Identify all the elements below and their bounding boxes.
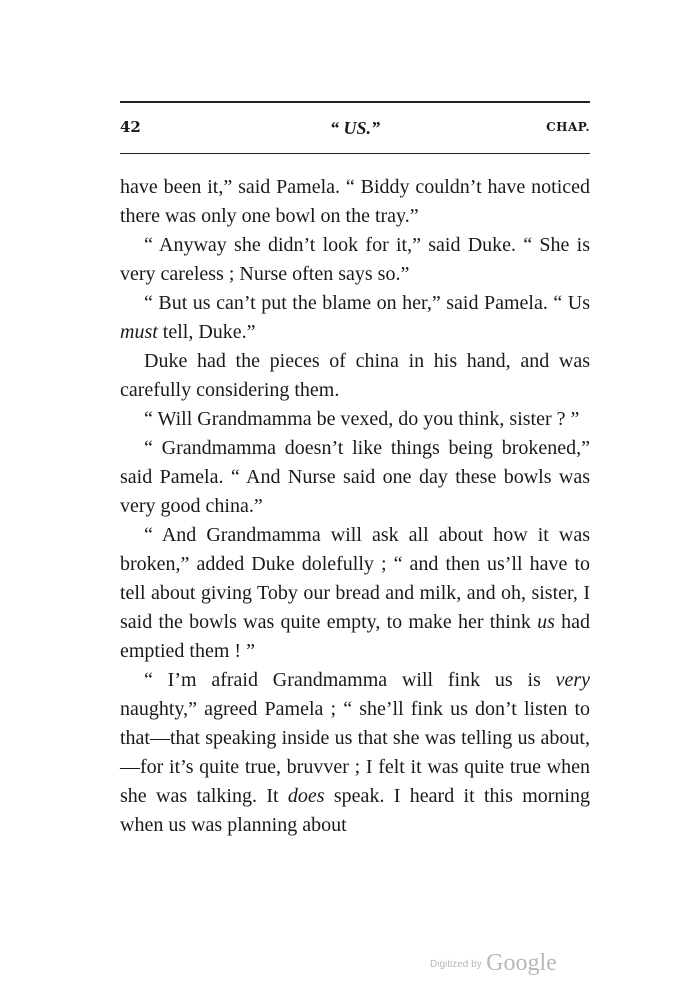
text-run: speak. I heard it this morning when us was planning about [120,785,590,836]
header-rule-top [120,101,590,103]
text-run: “ But us can’t put the blame on her,” said Pamela. “ Us [144,292,590,314]
text-run: “ And Grandmamma will ask all about how it was broken,” added Duke dolefully ; “ and then us’ll have to tell about giving Toby our bread and milk, and oh, sister, I said the bowls was quite empty, to make her think [120,524,590,633]
page-number: 42 [120,118,141,136]
running-title: “ US.” [329,118,380,138]
emphasized-text: must [120,321,158,343]
digitization-watermark [430,950,557,977]
text-run: have been it,” said Pamela. “ Biddy couldn’t have noticed there was only one bowl on the tray.” [120,176,590,227]
emphasized-text: does [287,785,325,807]
paragraph [120,173,590,231]
emphasized-text: us [537,611,555,633]
text-run: “ Will Grandmamma be vexed, do you think, sister ? ” [144,408,580,430]
paragraph [120,231,590,289]
header-rule-bottom [120,153,590,154]
text-run: “ I’m afraid Grandmamma will fink us is [144,669,556,691]
text-run: tell, Duke.” [157,321,256,343]
text-run: “ Grandmamma doesn’t like things being brokened,” said Pamela. “ And Nurse said one day these bowls was very good china.” [120,437,590,517]
watermark-brand: Google [486,950,557,976]
text-run: “ Anyway she didn’t look for it,” said Duke. “ She is very careless ; Nurse often says so.” [120,234,590,285]
paragraph [120,521,590,666]
paragraph [120,405,590,434]
paragraph [120,347,590,405]
text-run: had emptied them ! ” [120,611,590,662]
chapter-label: CHAP. [546,120,590,134]
paragraph [120,289,590,347]
paragraph [120,434,590,521]
emphasized-text: very [555,669,590,691]
paragraph [120,666,590,840]
body-text [120,173,590,840]
text-run: naughty,” agreed Pamela ; “ she’ll fink us don’t listen to that—that speaking inside us that she was telling us about,—for it’s quite true, bruvver ; I felt it was quite true when she was talking. It [120,698,590,807]
text-run: Duke had the pieces of china in his hand, and was carefully considering them. [120,350,590,401]
running-header [120,118,590,140]
watermark-prefix: Digitized by [430,959,482,970]
